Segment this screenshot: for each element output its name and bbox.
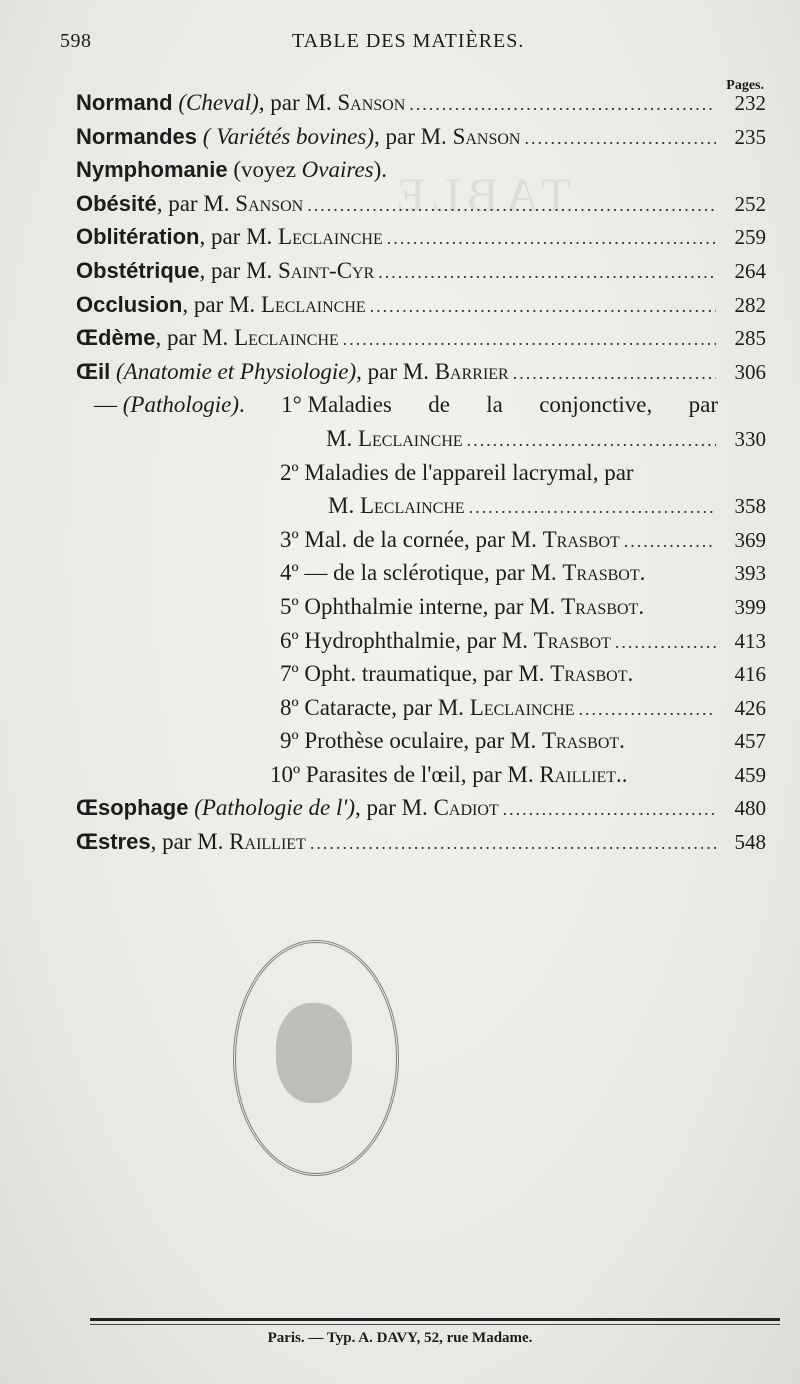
author: Leclainche bbox=[359, 493, 465, 519]
toc-entry: Oblitération, par M. Leclainche ..... 259 bbox=[76, 224, 766, 258]
toc-entry: Œsophage (Pathologie de l'), par M. Cadiot ..... 480 bbox=[76, 795, 766, 829]
page-ref: 235 bbox=[734, 124, 766, 149]
toc-subentry: 3º Mal. de la cornée, par M. Trasbot ..... 369 bbox=[76, 527, 766, 561]
page-ref: 548 bbox=[734, 830, 766, 855]
page-ref: 399 bbox=[734, 594, 766, 619]
entry-heading: Oblitération bbox=[76, 224, 200, 250]
page-ref: 369 bbox=[734, 527, 766, 552]
toc-subentry: 6º Hydrophthalmie, par M. Trasbot ..... 413 bbox=[76, 628, 766, 662]
entry-heading: Obésité bbox=[76, 190, 157, 216]
author: Leclainche bbox=[278, 224, 383, 250]
author: Barrier bbox=[434, 358, 509, 384]
author: Trasbot bbox=[550, 661, 628, 687]
page-ref: 426 bbox=[734, 695, 766, 720]
toc-subentry: 2º Maladies de l'appareil lacrymal, par bbox=[280, 459, 634, 485]
dot-leader bbox=[310, 833, 716, 854]
table-of-contents bbox=[76, 90, 766, 863]
author: Railliet bbox=[229, 829, 306, 855]
page-ref: 306 bbox=[734, 359, 766, 384]
dot-leader bbox=[469, 497, 716, 518]
entry-heading: Œstres bbox=[76, 829, 151, 855]
author: Trasbot bbox=[541, 728, 620, 754]
entry-heading: Œil bbox=[76, 358, 111, 384]
dot-leader bbox=[378, 262, 716, 283]
page-header bbox=[60, 30, 760, 60]
toc-entry: Normand (Cheval), par M. Sanson ..... 232 bbox=[76, 90, 766, 124]
library-stamp bbox=[233, 940, 399, 1176]
toc-subentry: 9º Prothèse oculaire, par M. Trasbot. 457 bbox=[280, 728, 766, 754]
author: Sanson bbox=[235, 190, 304, 216]
author: Saint-Cyr bbox=[278, 257, 375, 283]
toc-entry: Obstétrique, par M. Saint-Cyr ..... 264 bbox=[76, 258, 766, 292]
printer-imprint: Paris. — Typ. A. DAVY, 52, rue Madame. bbox=[267, 1330, 533, 1346]
toc-entry: Œil (Anatomie et Physiologie), par M. Barrier ..... 306 bbox=[76, 359, 766, 393]
page-ref: 285 bbox=[734, 326, 766, 351]
toc-entry: Œdème, par M. Leclainche ..... 285 bbox=[76, 325, 766, 359]
bleed-through-title: TABLE bbox=[390, 169, 571, 222]
dot-leader bbox=[503, 799, 716, 820]
author: Leclainche bbox=[469, 694, 575, 720]
author: Sanson bbox=[337, 90, 406, 115]
toc-subentry: 10º Parasites de l'œil, par M. Railliet.. 459 bbox=[270, 761, 766, 787]
author: Trasbot bbox=[561, 593, 639, 619]
toc-entry: Œstres, par M. Railliet ..... 548 bbox=[76, 829, 766, 863]
author: Trasbot bbox=[562, 560, 640, 586]
dot-leader bbox=[524, 128, 716, 149]
pages-column-label: Pages. bbox=[726, 78, 764, 93]
entry-heading: Nymphomanie bbox=[76, 157, 228, 183]
author: Leclainche bbox=[357, 425, 463, 451]
stamp-emblem bbox=[276, 1003, 352, 1103]
page-ref: 330 bbox=[734, 426, 766, 451]
dot-leader bbox=[409, 94, 716, 115]
author: Sanson bbox=[452, 123, 521, 149]
toc-entry: Normandes ( Variétés bovines), par M. Sanson ..... 235 bbox=[76, 124, 766, 158]
dot-leader bbox=[579, 699, 717, 720]
dot-leader bbox=[307, 195, 716, 216]
page-number: 598 bbox=[60, 30, 92, 52]
page-ref: 232 bbox=[734, 91, 766, 115]
page-ref: 457 bbox=[734, 729, 766, 754]
page-ref: 259 bbox=[734, 225, 766, 250]
toc-subentry: M. Leclainche ..... 358 bbox=[76, 493, 766, 527]
author: Trasbot bbox=[533, 627, 611, 653]
author: Cadiot bbox=[433, 795, 499, 821]
dot-leader bbox=[624, 531, 716, 552]
dot-leader bbox=[387, 228, 716, 249]
page-ref: 393 bbox=[734, 561, 766, 586]
page-ref: 416 bbox=[734, 662, 766, 687]
dot-leader bbox=[513, 363, 716, 384]
dot-leader bbox=[343, 329, 716, 350]
toc-entry: Obésité, par M. Sanson ..... 252 bbox=[76, 191, 766, 225]
toc-entry: Occlusion, par M. Leclainche ..... 282 bbox=[76, 292, 766, 326]
author: Trasbot bbox=[542, 526, 620, 552]
entry-heading: Obstétrique bbox=[76, 257, 200, 283]
entry-heading: Œdème bbox=[76, 325, 156, 351]
toc-entry: M. Leclainche ..... 330 bbox=[76, 426, 766, 460]
page-ref: 264 bbox=[734, 258, 766, 283]
author: Railliet bbox=[539, 761, 616, 787]
dot-leader bbox=[467, 430, 716, 451]
page-ref: 252 bbox=[734, 191, 766, 216]
page-ref: 282 bbox=[734, 292, 766, 317]
footer-rule-thin bbox=[90, 1324, 780, 1325]
entry-heading: Œsophage bbox=[76, 795, 189, 821]
page-ref: 459 bbox=[734, 762, 766, 787]
entry-heading: Occlusion bbox=[76, 291, 183, 317]
toc-subentry: 4º — de la sclérotique, par M. Trasbot. 393 bbox=[280, 560, 766, 586]
author: Leclainche bbox=[260, 291, 366, 317]
page-ref: 358 bbox=[734, 494, 766, 519]
author: Leclainche bbox=[234, 325, 339, 351]
footer-rule bbox=[90, 1318, 780, 1321]
toc-entry: Nymphomanie (voyez Ovaires). bbox=[76, 157, 388, 183]
toc-subentry: 7º Opht. traumatique, par M. Trasbot. 416 bbox=[280, 661, 766, 687]
dot-leader bbox=[370, 296, 716, 317]
page-ref: 413 bbox=[734, 628, 766, 653]
entry-heading: Normandes bbox=[76, 123, 198, 149]
toc-subentry: 5º Ophthalmie interne, par M. Trasbot. 399 bbox=[280, 593, 766, 619]
toc-entry-pathologie: — (Pathologie). 1° Maladies de la conjonctive, par bbox=[94, 392, 718, 418]
running-title: TABLE DES MATIÈRES. bbox=[292, 30, 525, 52]
dot-leader bbox=[615, 632, 716, 653]
entry-heading: Normand bbox=[76, 90, 173, 115]
toc-subentry: 8º Cataracte, par M. Leclainche ..... 426 bbox=[76, 695, 766, 729]
page-ref: 480 bbox=[734, 796, 766, 821]
